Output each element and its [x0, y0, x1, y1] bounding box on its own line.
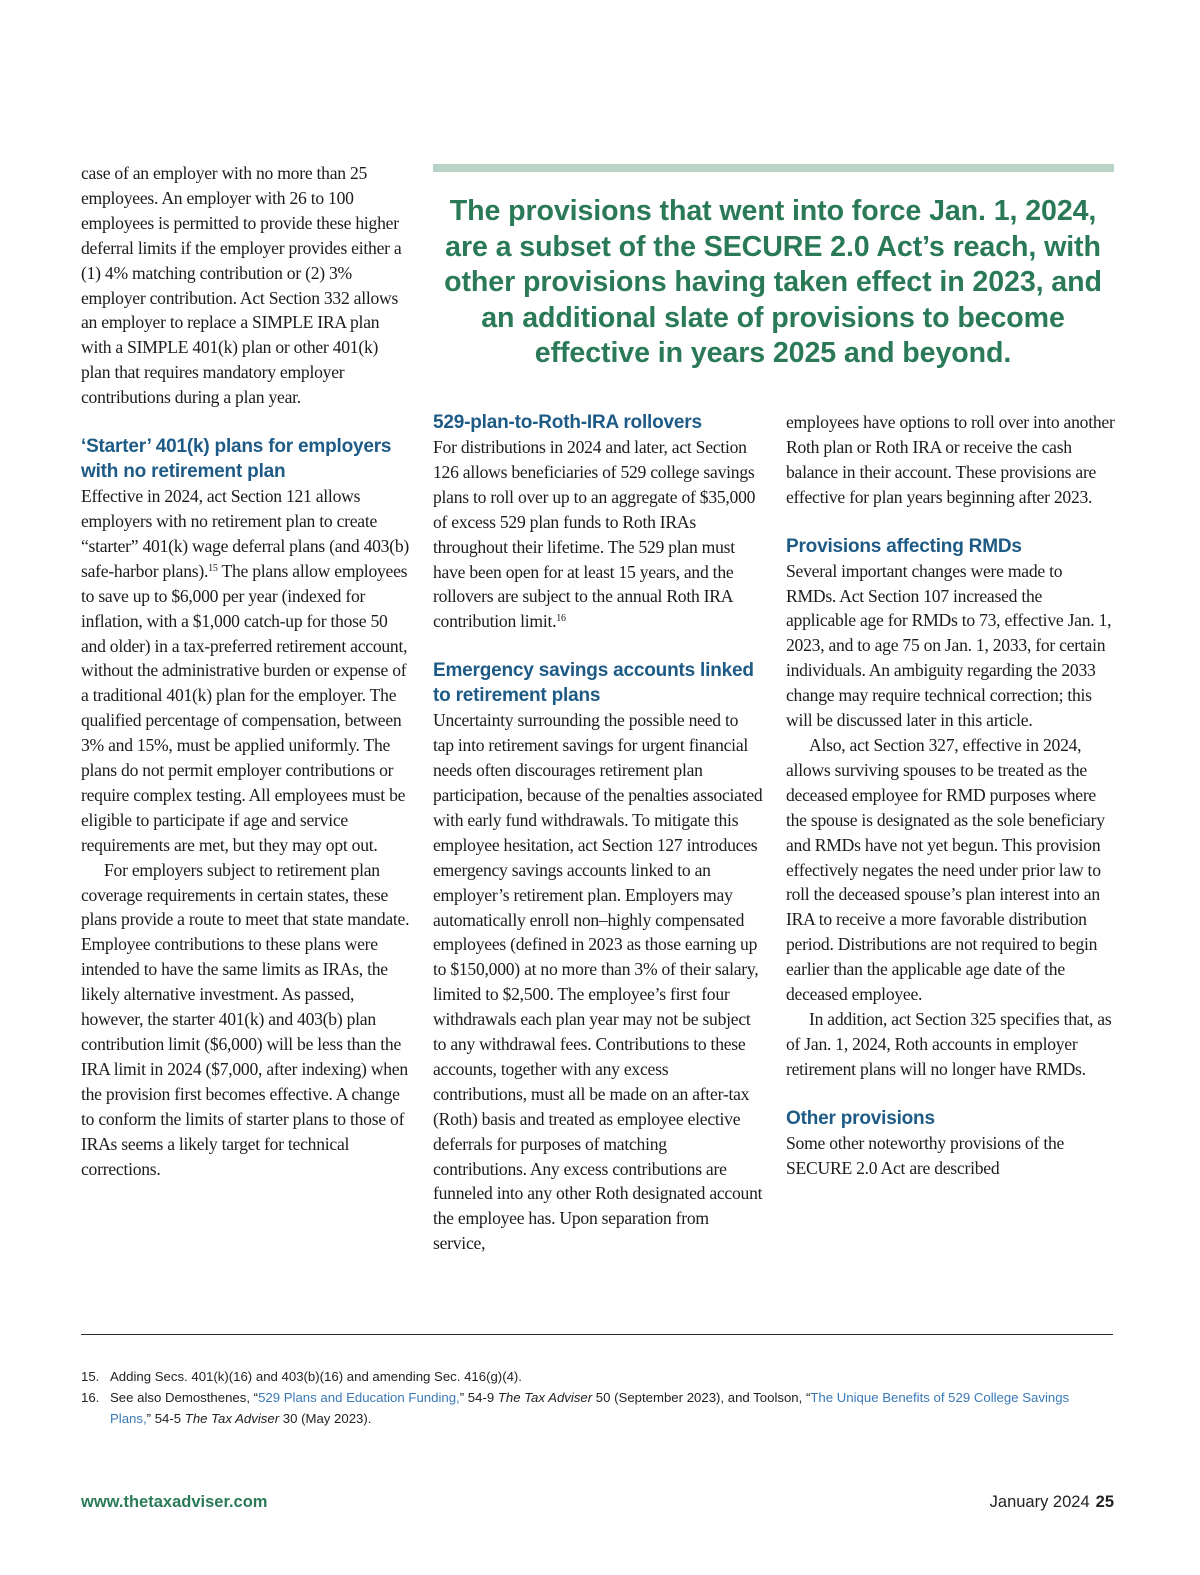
- footnote-number: 15.: [81, 1369, 100, 1384]
- section-heading-529-rollovers: 529-plan-to-Roth-IRA rollovers: [433, 412, 702, 433]
- paragraph: Uncertainty surrounding the possible need to tap into retirement savings for urgent financial needs often discourages retirement plan participation, because of the penalties associated with early fund withdrawals. To mitigate this employee hesitation, act Section 127 introduces emergency savings accounts linked to an employer’s retirement plan. Employers may automatically enroll non–highly compensated employees (defined in 2023 as those earning up to $150,000) at no more than 3% of their salary, limited to $2,500. The employee’s first four withdrawals each plan year may not be subject to any withdrawal fees. Contributions to these accounts, together with any excess contributions, must all be made on an after-tax (Roth) basis and treated as employee elective deferrals for purposes of matching contributions. Any excess contributions are funneled into any other Roth designated account the employee has. Upon separation from service,: [433, 710, 763, 1254]
- paragraph: case of an employer with no more than 25 employees. An employer with 26 to 100 employees is permitted to provide these higher deferral limits if the employer provides either a (1) 4% matching contribution or (2) 3% employer contribution. Act Section 332 allows an employer to replace a SIMPLE IRA plan with a SIMPLE 401(k) plan or other 401(k) plan that requires mandatory employer contributions during a plan year.: [81, 163, 402, 408]
- section-heading-other-provisions: Other provisions: [786, 1107, 935, 1129]
- paragraph: Several important changes were made to RMDs. Act Section 107 increased the applicable age for RMDs to 73, effective Jan. 1, 2023, and to age 75 on Jan. 1, 2033, for certain individuals. An ambiguity regarding the 2033 change may require technical correction; this will be discussed later in this article.: [786, 560, 1112, 731]
- footnote-text: [110, 1387, 1113, 1429]
- footnote-text: Adding Secs. 401(k)(16) and 403(b)(16) and amending Sec. 416(g)(4).: [110, 1369, 522, 1384]
- footnote-text-part: ” 54-9: [459, 1390, 498, 1405]
- footnote-divider: [81, 1334, 1113, 1335]
- footnote-ref-16[interactable]: 16: [556, 613, 566, 625]
- column-right: [786, 410, 1116, 1180]
- footnote-number: 16.: [81, 1390, 100, 1405]
- paragraph: [433, 435, 763, 634]
- footnote-text-part: 50 (September 2023), and Toolson, “: [592, 1390, 811, 1405]
- paragraph: In addition, act Section 325 specifies that, as of Jan. 1, 2024, Roth accounts in employer retirement plans will no longer have RMDs.: [786, 1008, 1112, 1079]
- paragraph-text: Effective in 2024, act Section 121 allows employers with no retirement plan to create “starter” 401(k) wage deferral plans (and 403(b) safe-harbor plans).: [81, 486, 409, 581]
- paragraph-text: For distributions in 2024 and later, act Section 126 allows beneficiaries of 529 college savings plans to roll over up to an aggregate of $35,000 of excess 529 plan funds to Roth IRAs throughout their lifetime. The 529 plan must have been open for at least 15 years, and the rollovers are subject to the annual Roth IRA contribution limit.: [433, 437, 756, 632]
- publication-title: The Tax Adviser: [497, 1390, 593, 1405]
- paragraph: Also, act Section 327, effective in 2024, allows surviving spouses to be treated as the deceased employee for RMD purposes where the spouse is designated as the sole beneficiary and RMDs have not yet begun. This provision effectively negates the need under prior law to roll the deceased spouse’s plan interest into an IRA to receive a more favorable distribution period. Distributions are not required to begin earlier than the applicable age date of the deceased employee.: [786, 734, 1105, 1005]
- footer-website-link[interactable]: www.thetaxadviser.com: [81, 1493, 268, 1511]
- paragraph: [81, 484, 411, 858]
- section-heading-rmds: Provisions affecting RMDs: [786, 535, 1022, 557]
- section-heading-emergency-savings: Emergency savings accounts linked to retirement plans: [433, 660, 754, 707]
- link-529-plans-education-funding[interactable]: 529 Plans and Education Funding,: [258, 1390, 460, 1405]
- column-left: [81, 161, 411, 1181]
- footnote-text-part: ” 54-5: [146, 1411, 185, 1426]
- page-number: 25: [1095, 1493, 1114, 1511]
- link-unique-benefits-529[interactable]: The Unique Benefits of 529 College Savings Plans,: [110, 1390, 1070, 1426]
- issue-date: January 2024: [989, 1493, 1090, 1511]
- paragraph-text: The plans allow employees to save up to $6,000 per year (indexed for inflation, with a $1,000 catch-up for those 50 and older) in a tax-preferred retirement account, without the administrative burden or expense of a traditional 401(k) plan for the employer. The qualified percentage of compensation, between 3% and 15%, must be applied uniformly. The plans do not permit employer contributions or require complex testing. All employees must be eligible to participate if age and service requirements are met, but they may opt out.: [81, 560, 408, 855]
- paragraph: For employers subject to retirement plan coverage requirements in certain states, these plans provide a route to meet that state mandate. Employee contributions to these plans were intended to have the same limits as IRAs, the likely alternative investment. As passed, however, the starter 401(k) and 403(b) plan contribution limit ($6,000) will be less than the IRA limit in 2024 ($7,000, after indexing) when the provision first becomes effective. A change to conform the limits of starter plans to those of IRAs seems a likely target for technical corrections.: [81, 859, 410, 1179]
- footnotes: [81, 1366, 1113, 1429]
- footnote-16: [81, 1387, 1113, 1429]
- footnote-ref-15[interactable]: 15: [208, 562, 218, 574]
- pullquote: The provisions that went into force Jan. 1, 2024, are a subset of the SECURE 2.0 Act’s reach, with other provisions having taken effect in 2023, and an additional slate of provisions to become effective in years 2025 and beyond.: [444, 195, 1102, 369]
- footnote-text-part: See also Demosthenes, “: [110, 1390, 259, 1405]
- section-heading-starter-401k: ‘Starter’ 401(k) plans for employers with no retirement plan: [81, 436, 392, 483]
- paragraph: employees have options to roll over into another Roth plan or Roth IRA or receive the cash balance in their account. These provisions are effective for plan years beginning after 2023.: [786, 412, 1115, 507]
- pullquote-bar: [433, 164, 1114, 172]
- column-middle: [433, 410, 763, 1256]
- paragraph: Some other noteworthy provisions of the SECURE 2.0 Act are described: [786, 1132, 1065, 1178]
- footer-date-page: [990, 1493, 1114, 1512]
- footnote-text-part: 30 (May 2023).: [279, 1411, 372, 1426]
- footnote-15: [81, 1366, 1113, 1387]
- publication-title: The Tax Adviser: [184, 1411, 280, 1426]
